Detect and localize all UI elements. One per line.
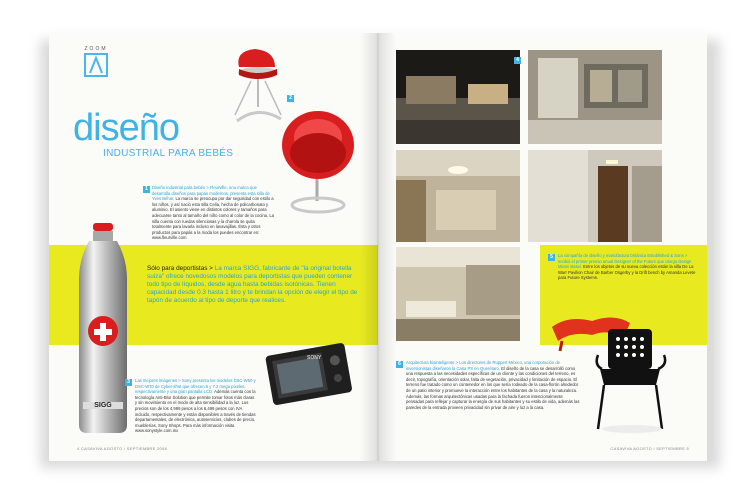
- bottle-quote-head: Sólo para deportistas >: [147, 265, 213, 272]
- left-footer: 4 CASAVIVA AGOSTO / SEPTIEMBRE 2006: [77, 446, 168, 451]
- architecture-article: [406, 360, 582, 410]
- camera-article: [135, 378, 257, 434]
- chair-marker: 2: [287, 95, 294, 102]
- camera-article-lead: Las mejores imágenes > Sony presenta los modelos DSC-W50 y DSC-W70 de Cyber-shot que ofrecen 6 y 7.2 mega píxeles, respectivamente y una gran pantalla LCD.: [135, 378, 256, 395]
- right-footer: CASAVIVA AGOSTO / SEPTIEMBRE 5: [610, 446, 689, 451]
- camera-article-body: Además cuenta con la tecnología Anti-Blur Solution que permite tomar fotos más claras y sin movimiento en el modo de alta sensibilidad a la luz. Los precios son de los 4,999 pesos a los 6,499 pesos con IVA incluido, respectivamente y están disponibles a través de tiendas departamentales, de electrónica, autoservicios, clubes de precio, mueblerías, Sony Shops. Para más información visita www.sonystyle.com.mx: [135, 389, 256, 434]
- article-number-6: 6: [396, 361, 403, 368]
- chair-article: [152, 185, 274, 241]
- article-number-1: 1: [143, 186, 150, 193]
- house-photo-glass-facade: [528, 50, 662, 144]
- chair-award-article: [558, 253, 696, 281]
- photo-marker: 4: [514, 57, 521, 64]
- article-number-3: 3: [125, 379, 132, 386]
- chair-award-body: Entre los objetos de su nueva colección están la silla De La Warr Pavilion Chair de Barber Osgerby y la Drift bench by Amanda Levete para Future Systems.: [558, 264, 696, 281]
- zoom-logo-label: ZOOM: [84, 46, 108, 52]
- page-title: diseño: [73, 107, 179, 149]
- right-page: [378, 33, 707, 461]
- house-photo-ceiling-lamp: [396, 150, 520, 242]
- architecture-article-body: El diseño de la casa se desarrolló como una respuesta a las necesidades específicas de un cliente y las condiciones del terreno, es decir, topografía, orientación solar, falta de vegetación, privacidad y limitación de espacio. El terreno fue tratado como un contenedor en los que sería rodeado de la casa-florón alrededor de un patio interior y promueve la interacción entre los habitantes de la casa y la naturaleza. Además, las formas arquitectónicas usadas para la fachada fueron intencionalmente pensadas para reflejar y capturar la energía de sus habitantes y su estilo de vida, además las paredes de la entrada proveen privacidad sin privar de aire y luz a la casa.: [406, 365, 580, 410]
- house-photo-night-exterior: [396, 50, 520, 144]
- pavilion-chair-image: [592, 325, 672, 435]
- spine-shadow: [360, 33, 396, 461]
- architecture-article-lead: Arquitectura biointeligente > Los directores de Ruppert México, una corporación de inversionistas diseñaron la Casa PS en Querétaro.: [406, 360, 560, 371]
- chair-award-lead: La compañía de diseño y manufactura británica Established & Sons > recibió el primer premio anual Designer of the Future que otorga Design Miami Basel.: [558, 253, 692, 270]
- house-photo-living-room: [396, 247, 520, 341]
- left-page: [49, 33, 378, 461]
- chair-article-lead: Diseño industrial para bebés > Fleurville, una marca que desarrolla diseños para papás modernos, presenta esta silla de Yves Béhar.: [152, 185, 270, 202]
- camera-brand-label: SONY: [307, 355, 322, 361]
- house-photo-entrance-door: [528, 150, 662, 242]
- bottle-quote-text: La marca SIGG, fabricante de "la original botella suiza" ofrece novedosos modelos para deportistas que pueden contener todo tipo de líquidos, desde agua hasta bebidas isotónicas. Tienen capacidad desde 0.3 hasta 1 litro y te brindan la opción de elegir el tipo de tapón de acuerdo al tipo de deporte que realices.: [147, 265, 358, 304]
- ball-chair-image: [273, 97, 363, 217]
- article-number-5: 5: [548, 254, 555, 261]
- page-subtitle: INDUSTRIAL PARA BEBÉS: [103, 148, 234, 159]
- zoom-logo-icon: [84, 53, 108, 77]
- bottle-quote: [147, 265, 365, 305]
- camera-image: [263, 335, 355, 413]
- bottle-brand-label: SIGG: [83, 402, 123, 409]
- chair-article-body: La marca se preocupa por dar seguridad con estilo a los niños, y así nació esta silla Celia, hecha de policarbonato y aluminio. El asiento viene en distintos colores y tamaños para adecuarse tanto al tamaño del niño como al color de la cocina. La silla cuenta con ruedas silenciosas y la charola se quita totalmente para lavarla incluso en lavavajillas. Ésta y otros productos para papás a la moda los puedes encontrar en: www.fleurville.com: [152, 196, 274, 241]
